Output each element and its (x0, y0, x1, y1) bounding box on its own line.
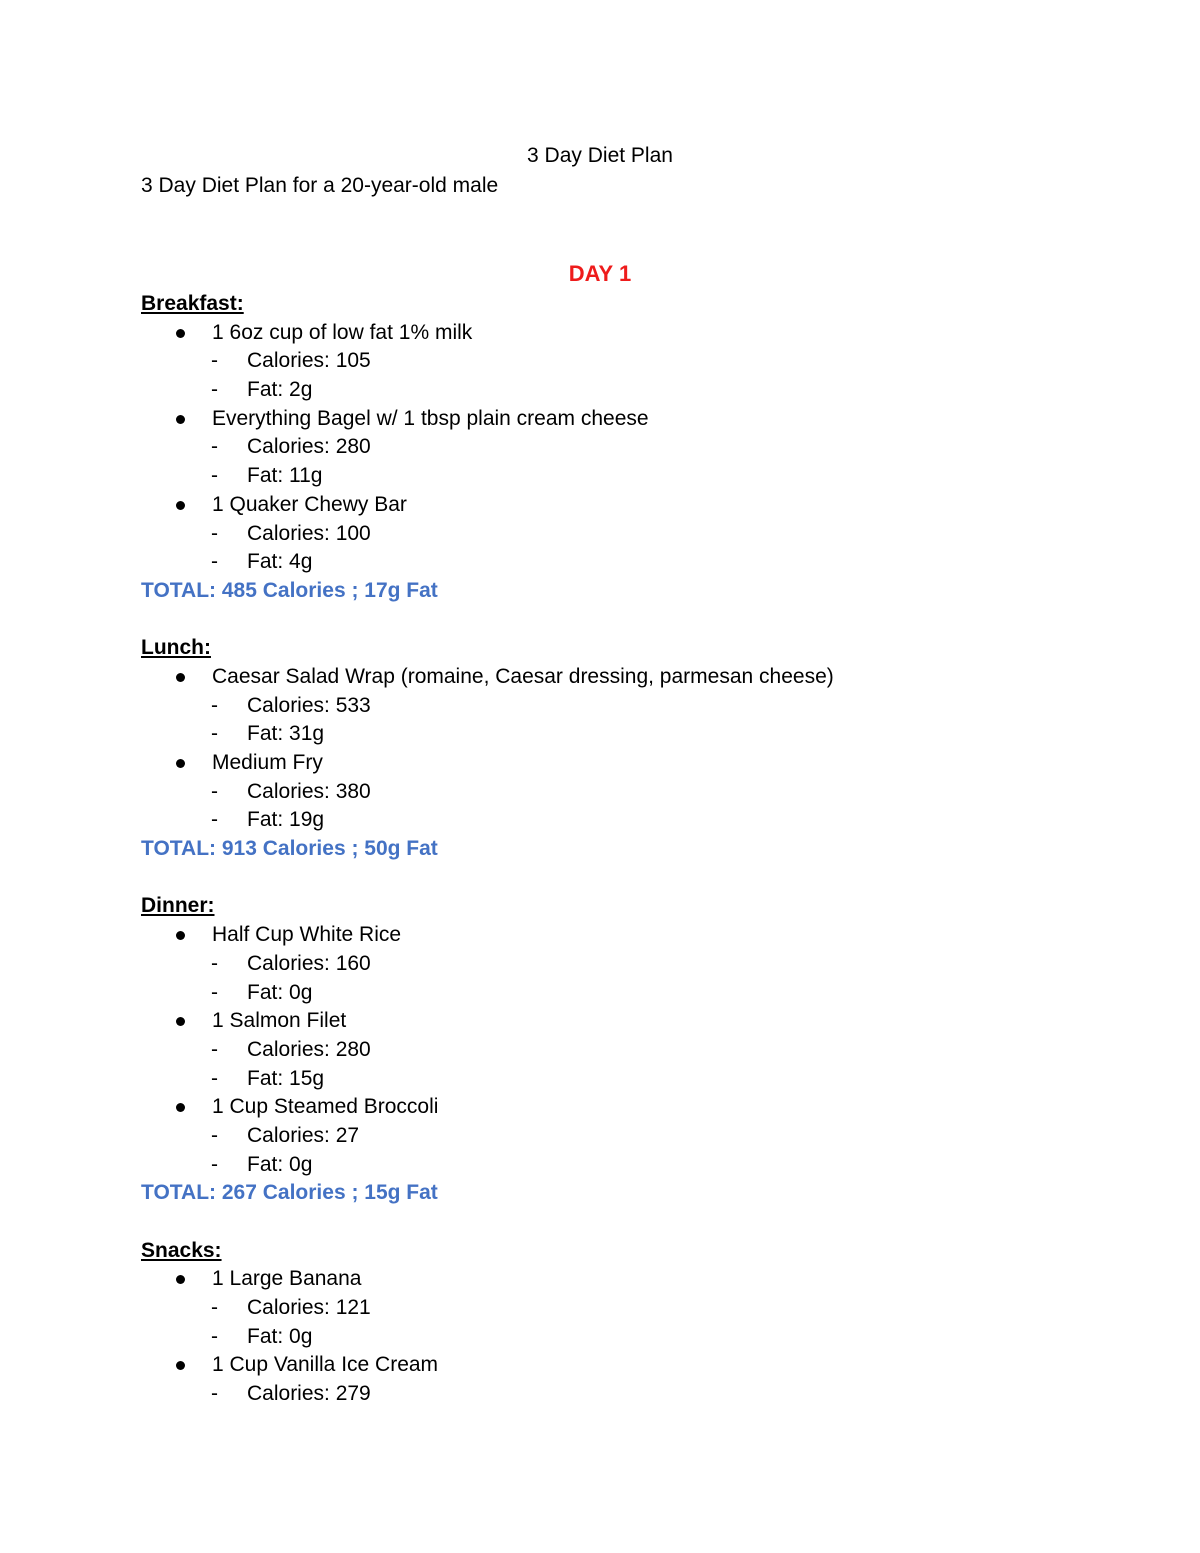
nutrition-value: Calories: 280 (247, 435, 371, 459)
food-item (141, 1351, 1141, 1380)
dash-icon: - (211, 1296, 218, 1320)
nutrition-value: Fat: 0g (247, 1152, 313, 1176)
food-item (141, 749, 1141, 778)
nutrition-detail (141, 979, 1141, 1008)
meal-total: TOTAL: 267 Calories ; 15g Fat (141, 1181, 438, 1205)
dash-icon: - (211, 521, 218, 545)
dash-icon: - (211, 435, 218, 459)
nutrition-detail (141, 1065, 1141, 1094)
nutrition-value: Fat: 19g (247, 808, 325, 832)
nutrition-value: Calories: 160 (247, 951, 371, 975)
document-title: 3 Day Diet Plan (527, 144, 673, 167)
bullet-icon (176, 1103, 185, 1112)
bullet-icon (176, 759, 185, 768)
nutrition-detail (141, 433, 1141, 462)
nutrition-detail (141, 778, 1141, 807)
dash-icon: - (211, 1123, 218, 1147)
nutrition-detail (141, 520, 1141, 549)
food-item (141, 663, 1141, 692)
dash-icon: - (211, 464, 218, 488)
nutrition-detail (141, 347, 1141, 376)
nutrition-value: Fat: 31g (247, 722, 325, 746)
bullet-icon (176, 931, 185, 940)
nutrition-detail (141, 720, 1141, 749)
food-item-label: 1 Large Banana (212, 1267, 362, 1291)
food-item (141, 921, 1141, 950)
dash-icon: - (211, 349, 218, 373)
dash-icon: - (211, 722, 218, 746)
nutrition-value: Calories: 533 (247, 693, 371, 717)
meal-section-1 (141, 634, 1141, 892)
food-item-label: 1 6oz cup of low fat 1% milk (212, 320, 473, 344)
meal-section-3 (141, 1237, 1141, 1409)
nutrition-detail (141, 1036, 1141, 1065)
bullet-icon (176, 1275, 185, 1284)
nutrition-detail (141, 548, 1141, 577)
food-item (141, 1007, 1141, 1036)
meal-total: TOTAL: 485 Calories ; 17g Fat (141, 578, 438, 602)
food-item (141, 405, 1141, 434)
nutrition-detail (141, 692, 1141, 721)
nutrition-value: Calories: 27 (247, 1123, 360, 1147)
nutrition-detail (141, 1380, 1141, 1409)
dash-icon: - (211, 779, 218, 803)
meal-title: Dinner: (141, 894, 215, 918)
food-item (141, 1265, 1141, 1294)
bullet-icon (176, 501, 185, 510)
nutrition-detail (141, 950, 1141, 979)
food-item (141, 491, 1141, 520)
dash-icon: - (211, 693, 218, 717)
meal-section-2 (141, 892, 1141, 1236)
nutrition-value: Fat: 15g (247, 1066, 325, 1090)
nutrition-value: Calories: 380 (247, 779, 371, 803)
document-subtitle: 3 Day Diet Plan for a 20-year-old male (141, 174, 499, 197)
bullet-icon (176, 673, 185, 682)
nutrition-detail (141, 462, 1141, 491)
bullet-icon (176, 1361, 185, 1370)
nutrition-value: Fat: 0g (247, 980, 313, 1004)
food-item-label: Medium Fry (212, 751, 323, 774)
nutrition-value: Calories: 105 (247, 349, 371, 373)
nutrition-value: Calories: 100 (247, 521, 371, 545)
nutrition-value: Fat: 0g (247, 1324, 313, 1348)
dash-icon: - (211, 1324, 218, 1348)
food-item-label: Everything Bagel w/ 1 tbsp plain cream cheese (212, 406, 649, 430)
food-item-label: 1 Quaker Chewy Bar (212, 492, 407, 516)
dash-icon: - (211, 1037, 218, 1061)
food-item-label: 1 Cup Steamed Broccoli (212, 1095, 439, 1119)
meal-title: Snacks: (141, 1238, 222, 1262)
dash-icon: - (211, 951, 218, 975)
nutrition-detail (141, 1122, 1141, 1151)
meal-list (141, 290, 1141, 1409)
day-heading: DAY 1 (568, 261, 632, 286)
nutrition-detail (141, 1294, 1141, 1323)
nutrition-detail (141, 1151, 1141, 1180)
bullet-icon (176, 329, 185, 338)
nutrition-detail (141, 376, 1141, 405)
nutrition-detail (141, 1323, 1141, 1352)
food-item-label: Caesar Salad Wrap (romaine, Caesar dressing, parmesan cheese) (212, 664, 834, 688)
spacer (141, 1208, 1141, 1237)
food-item (141, 1093, 1141, 1122)
bullet-icon (176, 1017, 185, 1026)
nutrition-value: Fat: 4g (247, 550, 313, 574)
spacer (141, 606, 1141, 635)
nutrition-value: Calories: 121 (247, 1296, 371, 1320)
food-item-label: Half Cup White Rice (212, 923, 402, 947)
dash-icon: - (211, 378, 218, 402)
spacer (141, 864, 1141, 893)
meal-total: TOTAL: 913 Calories ; 50g Fat (141, 837, 438, 861)
nutrition-value: Calories: 279 (247, 1382, 371, 1406)
food-item-label: 1 Cup Vanilla Ice Cream (212, 1353, 439, 1377)
bullet-icon (176, 415, 185, 424)
dash-icon: - (211, 808, 218, 832)
meal-section-0 (141, 290, 1141, 634)
nutrition-detail (141, 806, 1141, 835)
nutrition-value: Fat: 11g (247, 464, 323, 488)
dash-icon: - (211, 980, 218, 1004)
dash-icon: - (211, 1152, 218, 1176)
nutrition-value: Calories: 280 (247, 1037, 371, 1061)
dash-icon: - (211, 1066, 218, 1090)
meal-title: Breakfast: (141, 292, 244, 315)
food-item (141, 319, 1141, 348)
food-item-label: 1 Salmon Filet (212, 1009, 347, 1033)
meal-title: Lunch: (141, 636, 211, 660)
dash-icon: - (211, 1382, 218, 1406)
dash-icon: - (211, 550, 218, 574)
nutrition-value: Fat: 2g (247, 378, 313, 402)
